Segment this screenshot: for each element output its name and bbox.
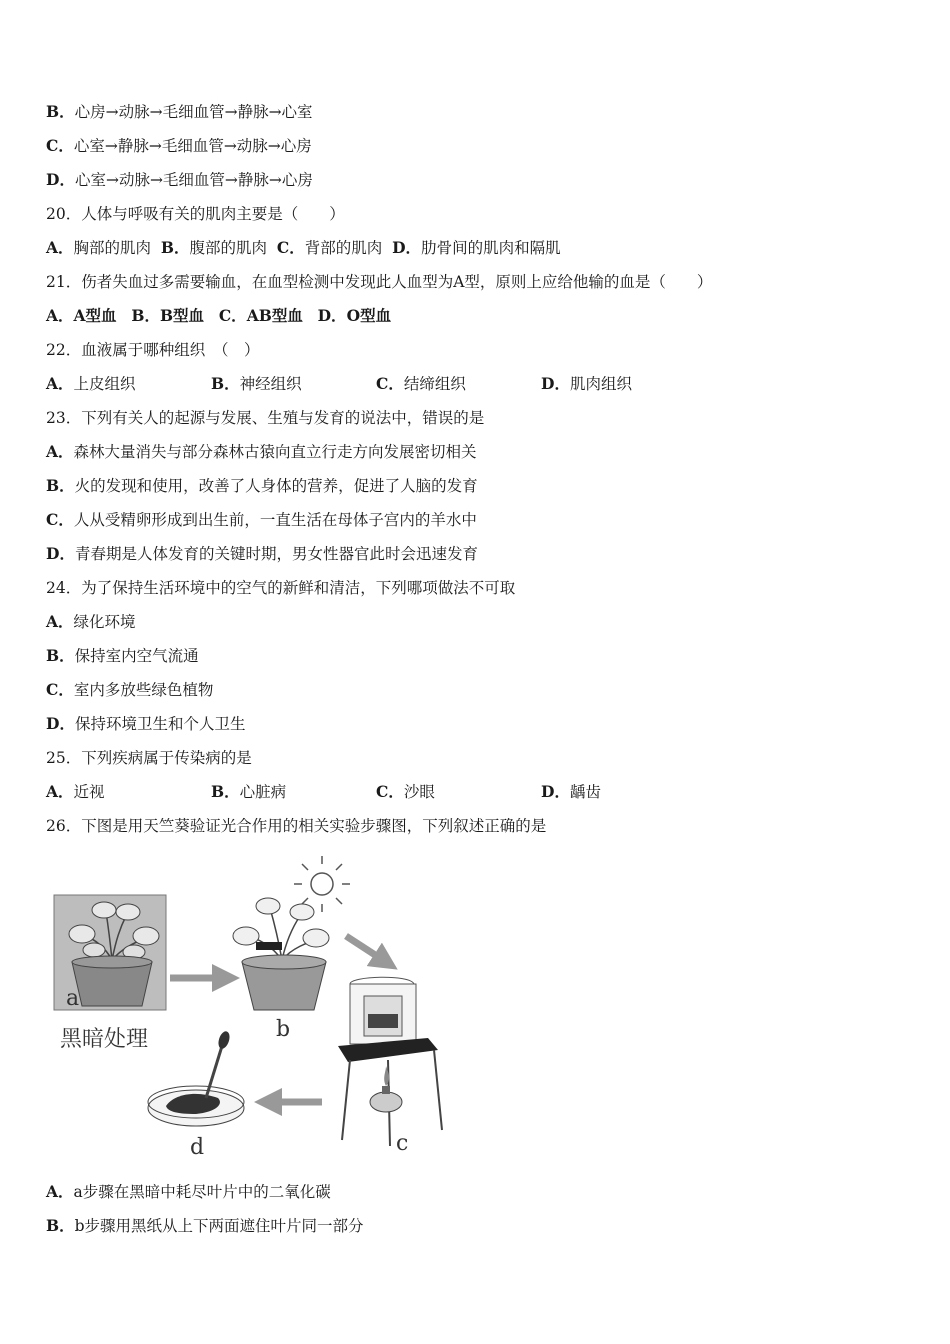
option-label: A． xyxy=(46,374,74,393)
q25-option-c xyxy=(376,782,435,802)
option-text: O型血 xyxy=(346,306,392,325)
option-label: A． xyxy=(46,238,74,257)
option-label: D． xyxy=(392,238,422,257)
option-label: C． xyxy=(376,782,404,801)
option-label: D． xyxy=(46,170,75,189)
option-label: C． xyxy=(276,238,305,257)
q21-stem: 21．伤者失血过多需要输血，在血型检测中发现此人血型为A型，原则上应给他输的血是（ ） xyxy=(46,273,713,291)
q22-option-c xyxy=(376,374,466,394)
option-label: B． xyxy=(211,374,240,393)
q26-stem: 26．下图是用天竺葵验证光合作用的相关实验步骤图，下列叙述正确的是 xyxy=(46,817,547,835)
step-a-dark-treatment xyxy=(54,895,166,1052)
q23-stem: 23．下列有关人的起源与发展、生殖与发育的说法中，错误的是 xyxy=(46,409,485,427)
q20-options xyxy=(46,238,561,258)
step-d-iodine-test xyxy=(148,1030,244,1160)
option-text: b步骤用黑纸从上下两面遮住叶片同一部分 xyxy=(74,1217,364,1235)
q22-option-b xyxy=(211,374,302,394)
option-text: 心脏病 xyxy=(239,783,287,801)
option-label: B． xyxy=(131,306,160,325)
q24-option-b xyxy=(46,646,199,666)
caption-dark-treatment: 黑暗处理 xyxy=(60,1027,149,1052)
option-label: C． xyxy=(46,680,74,699)
q26-option-a xyxy=(46,1182,331,1202)
option-label: B． xyxy=(46,646,75,665)
black-paper xyxy=(256,942,282,950)
arrow-b-to-c-icon xyxy=(346,936,386,962)
option-text: AB型血 xyxy=(246,306,303,325)
q22-option-a xyxy=(46,374,136,394)
option-label: C． xyxy=(376,374,404,393)
option-text: 室内多放些绿色植物 xyxy=(73,681,214,699)
leaf-in-alcohol xyxy=(368,1014,398,1028)
q22-stem: 22．血液属于哪种组织 （ ） xyxy=(46,341,260,359)
option-text: 绿化环境 xyxy=(73,613,136,631)
option-text: 心室→动脉→毛细血管→静脉→心房 xyxy=(74,171,313,189)
option-text: 胸部的肌肉 xyxy=(73,239,152,257)
q23-option-c xyxy=(46,510,477,530)
q23-option-a xyxy=(46,442,477,462)
option-text: 背部的肌肉 xyxy=(304,239,383,257)
option-text: a步骤在黑暗中耗尽叶片中的二氧化碳 xyxy=(73,1183,331,1201)
option-label: D． xyxy=(317,306,347,325)
option-text: 保持室内空气流通 xyxy=(74,647,199,665)
option-label: B． xyxy=(46,102,75,121)
option-label: B． xyxy=(46,476,75,495)
option-text: 肋骨间的肌肉和隔肌 xyxy=(421,239,561,257)
label-c: c xyxy=(396,1131,409,1156)
q25-option-d xyxy=(541,782,601,802)
option-label: A． xyxy=(46,306,74,325)
option-text: 近视 xyxy=(73,783,105,801)
option-label: D． xyxy=(46,544,75,563)
option-text: 肌肉组织 xyxy=(569,375,632,393)
label-d: d xyxy=(190,1135,205,1160)
option-text: 上皮组织 xyxy=(73,375,136,393)
q22-option-d xyxy=(541,374,632,394)
option-text: 森林大量消失与部分森林古猿向直立行走方向发展密切相关 xyxy=(73,443,477,461)
option-text: 青春期是人体发育的关键时期，男女性器官此时会迅速发育 xyxy=(74,545,478,563)
option-text: 结缔组织 xyxy=(403,375,466,393)
option-label: D． xyxy=(541,782,570,801)
option-text: 沙眼 xyxy=(403,783,435,801)
q24-option-c xyxy=(46,680,213,700)
option-label: B． xyxy=(211,782,240,801)
dropper-icon xyxy=(206,1046,222,1098)
q24-stem: 24．为了保持生活环境中的空气的新鲜和清洁，下列哪项做法不可取 xyxy=(46,579,516,597)
q25-option-b xyxy=(211,782,286,802)
option-text: 心房→动脉→毛细血管→静脉→心室 xyxy=(74,103,313,121)
q20-stem: 20．人体与呼吸有关的肌肉主要是（ ） xyxy=(46,205,345,223)
option-text: B型血 xyxy=(159,306,205,325)
q19-option-b xyxy=(46,102,313,122)
step-b-plant xyxy=(233,898,329,1042)
option-text: 保持环境卫生和个人卫生 xyxy=(74,715,246,733)
option-label: A． xyxy=(46,612,74,631)
option-label: D． xyxy=(541,374,570,393)
option-text: A型血 xyxy=(73,306,117,325)
q25-option-a xyxy=(46,782,105,802)
photosynthesis-experiment-figure xyxy=(46,850,458,1162)
q23-option-b xyxy=(46,476,478,496)
q19-option-c xyxy=(46,136,312,156)
label-a: a xyxy=(66,986,80,1011)
option-text: 火的发现和使用，改善了人身体的营养，促进了人脑的发育 xyxy=(74,477,478,495)
option-label: B． xyxy=(160,238,190,257)
option-text: 腹部的肌肉 xyxy=(189,239,268,257)
q24-option-d xyxy=(46,714,245,734)
option-label: A． xyxy=(46,782,74,801)
option-label: C． xyxy=(218,306,247,325)
q23-option-d xyxy=(46,544,478,564)
q21-options xyxy=(46,306,391,326)
alcohol-lamp-icon xyxy=(370,1066,402,1112)
option-label: C． xyxy=(46,510,74,529)
q25-stem: 25．下列疾病属于传染病的是 xyxy=(46,749,252,767)
q24-option-a xyxy=(46,612,136,632)
option-label: A． xyxy=(46,1182,74,1201)
label-b: b xyxy=(276,1017,291,1042)
option-label: B． xyxy=(46,1216,75,1235)
option-text: 心室→静脉→毛细血管→动脉→心房 xyxy=(73,137,312,155)
q19-option-d xyxy=(46,170,313,190)
option-text: 龋齿 xyxy=(569,783,601,801)
option-text: 神经组织 xyxy=(239,375,302,393)
q26-option-b xyxy=(46,1216,364,1236)
option-text: 人从受精卵形成到出生前，一直生活在母体子宫内的羊水中 xyxy=(73,511,477,529)
option-label: C． xyxy=(46,136,74,155)
option-label: A． xyxy=(46,442,74,461)
step-c-water-bath xyxy=(338,977,442,1156)
option-label: D． xyxy=(46,714,75,733)
